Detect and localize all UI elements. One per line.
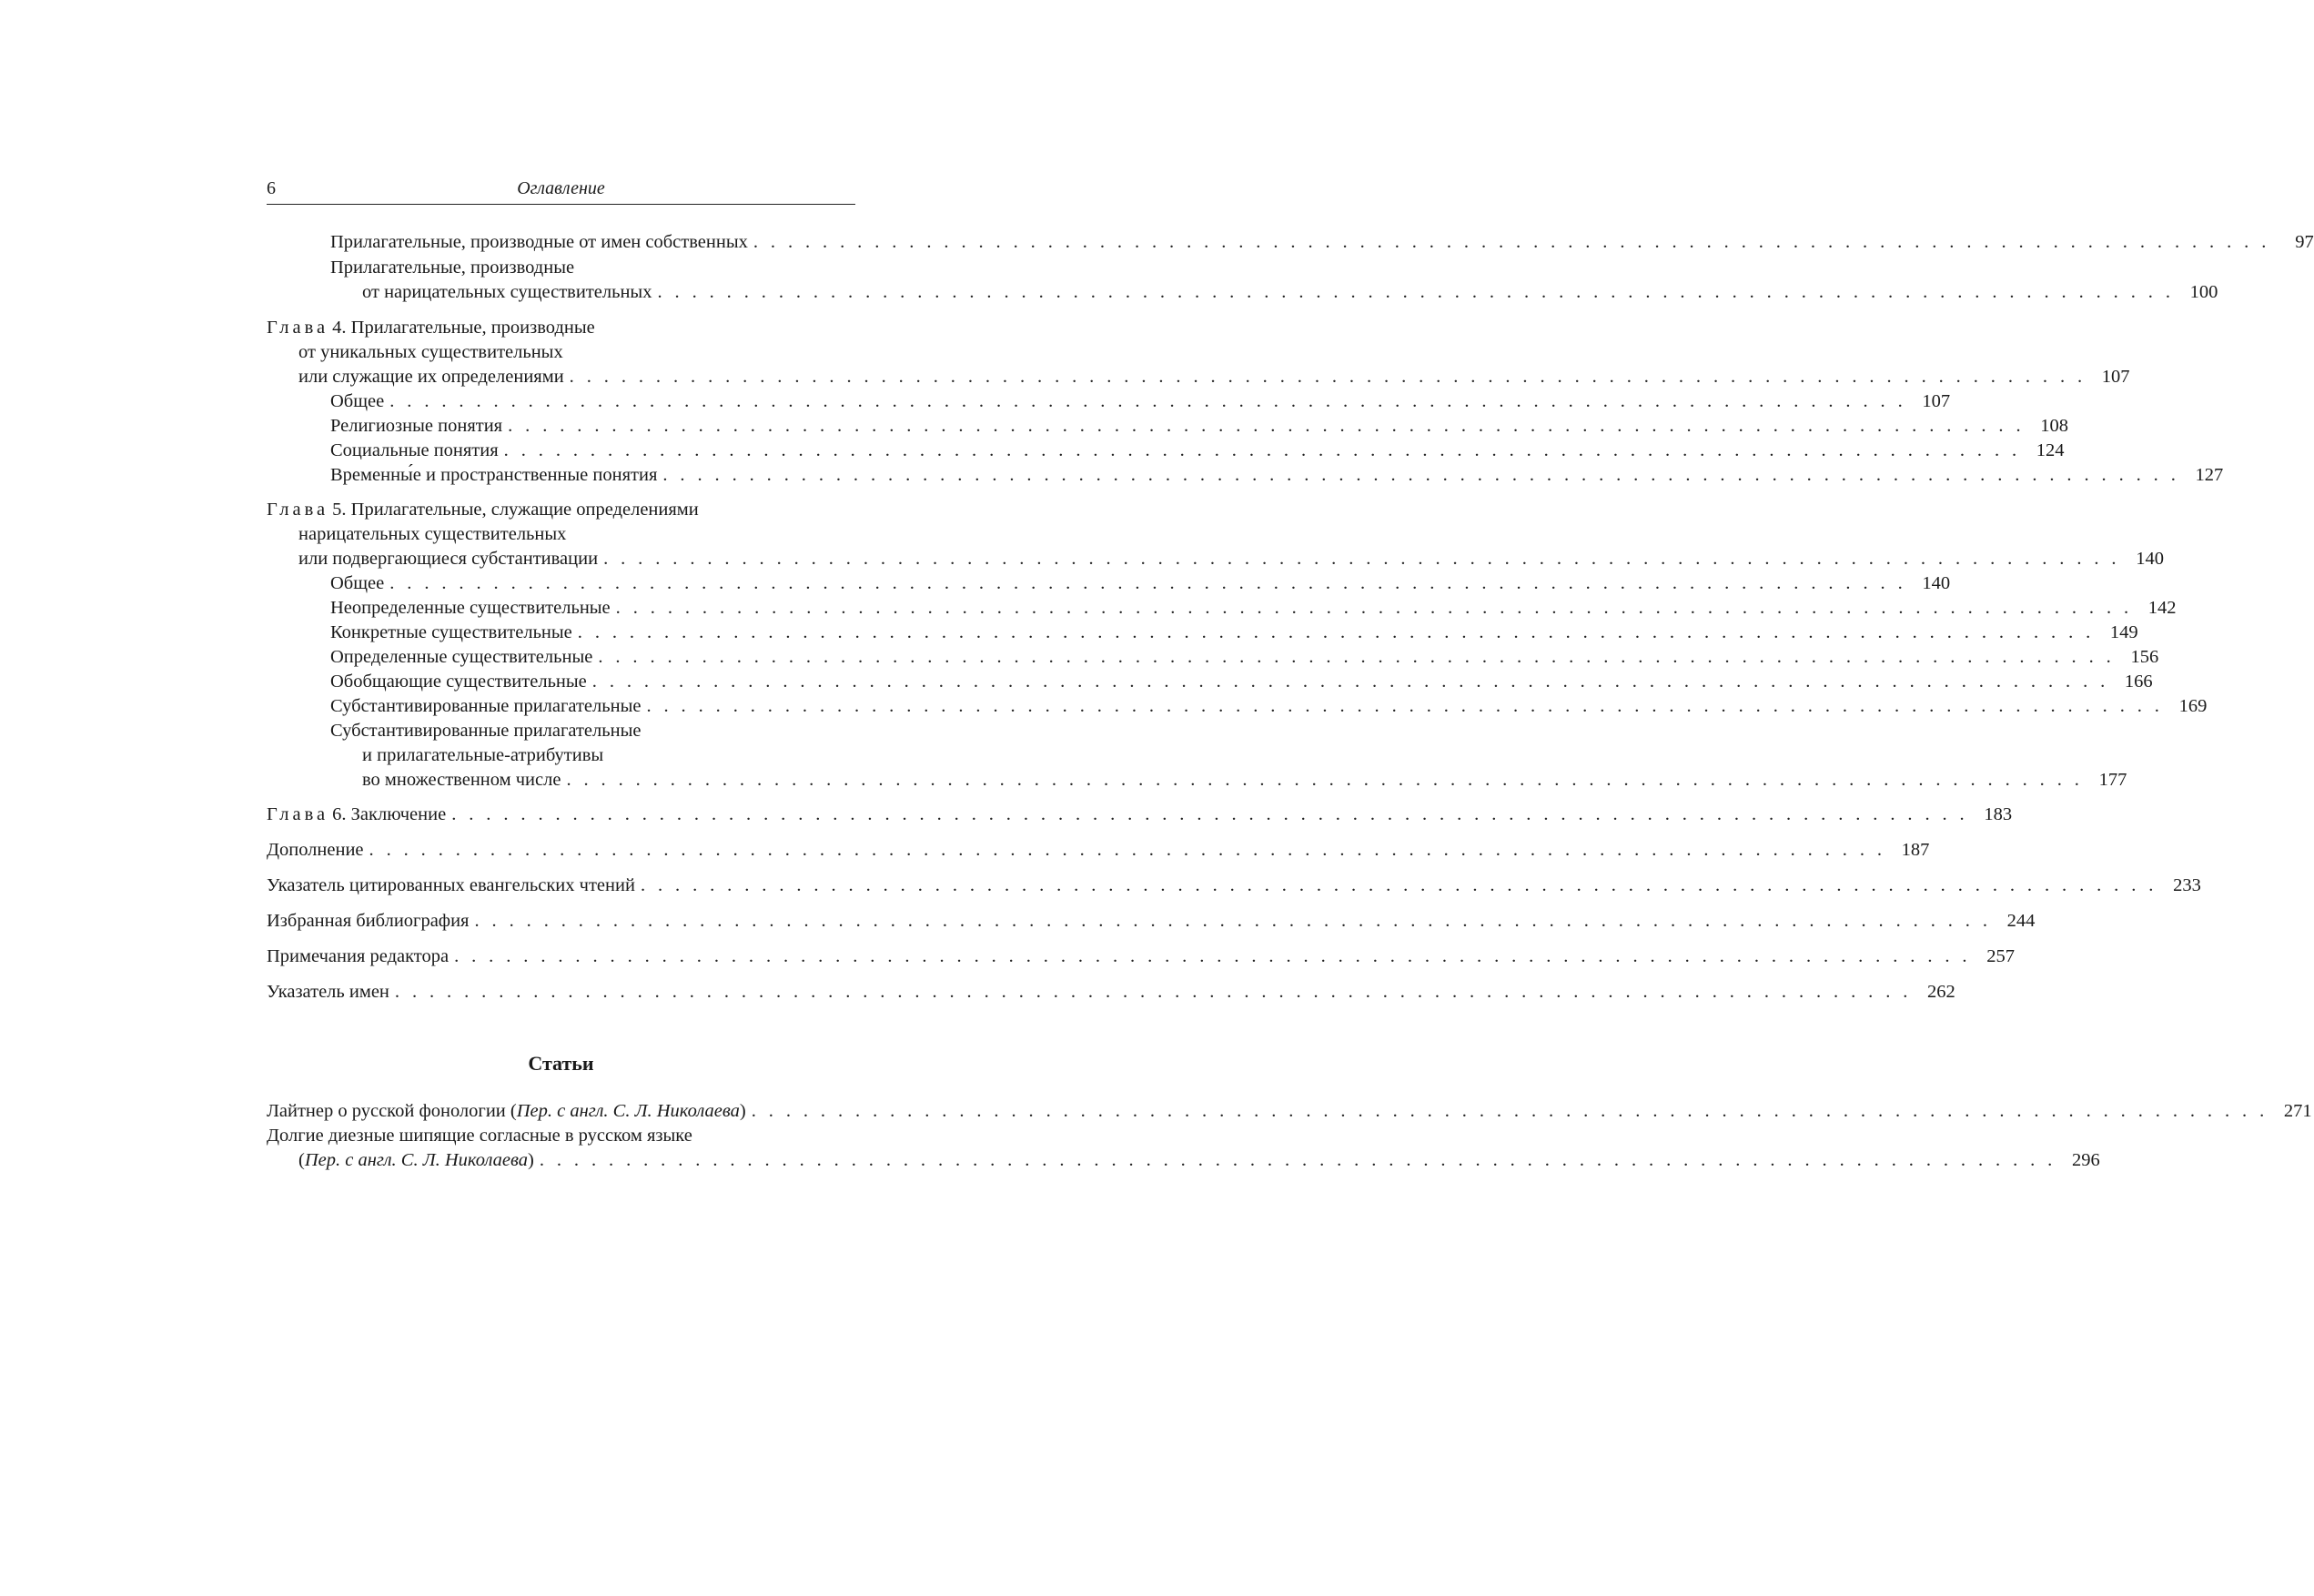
toc-entry[interactable]: Дополнение . . . . . . . . . . . . . . . . . . . . . . . . . . . . . . . . . . . . . . . . . . . . . . . . . . . . . . . . . . . . . . . . . . . . . . . . . . . . . . . . . . . . . . . . 187 — [267, 838, 855, 863]
dot-leader: . . . . . . . . . . . . . . . . . . . . . . . . . . . . . . . . . . . . . . . . . . . . . . . . . . . . . . . . . . . . . . . . . . . . . . . . . . . . . . . . . . . . . . . . — [503, 440, 2021, 460]
page-ref: 177 — [2098, 770, 2127, 790]
dot-leader: . . . . . . . . . . . . . . . . . . . . . . . . . . . . . . . . . . . . . . . . . . . . . . . . . . . . . . . . . . . . . . . . . . . . . . . . . . . . . . . . . . . . . . . . — [640, 875, 2157, 895]
page-ref: 187 — [1901, 840, 1930, 860]
toc-entry-line: нарицательных существительных — [298, 524, 567, 544]
toc-entry[interactable]: Субстантивированные прилагательные . . . . . . . . . . . . . . . . . . . . . . . . . . . . . . . . . . . . . . . . . . . . . . . . . . . . . . . . . . . . . . . . . . . . . . . . . . . . . . . . . . . . . . . . 169 — [267, 694, 919, 719]
dot-leader: . . . . . . . . . . . . . . . . . . . . . . . . . . . . . . . . . . . . . . . . . . . . . . . . . . . . . . . . . . . . . . . . . . . . . . . . . . . . . . . . . . . . . . . . — [569, 367, 2087, 387]
dot-leader: . . . . . . . . . . . . . . . . . . . . . . . . . . . . . . . . . . . . . . . . . . . . . . . . . . . . . . . . . . . . . . . . . . . . . . . . . . . . . . . . . . . . . . . . — [451, 804, 1969, 824]
translator-credit: Пер. с англ. С. Л. Николаева — [304, 1150, 528, 1170]
toc-entry[interactable]: Примечания редактора . . . . . . . . . . . . . . . . . . . . . . . . . . . . . . . . . . . . . . . . . . . . . . . . . . . . . . . . . . . . . . . . . . . . . . . . . . . . . . . . . . . . . . . . 257 — [267, 944, 855, 969]
running-title: Оглавление — [517, 178, 605, 198]
dot-leader: . . . . . . . . . . . . . . . . . . . . . . . . . . . . . . . . . . . . . . . . . . . . . . . . . . . . . . . . . . . . . . . . . . . . . . . . . . . . . . . . . . . . . . . . — [751, 1101, 2269, 1121]
toc-entry[interactable]: Глава 6. Заключение . . . . . . . . . . . . . . . . . . . . . . . . . . . . . . . . . . . . . . . . . . . . . . . . . . . . . . . . . . . . . . . . . . . . . . . . . . . . . . . . . . . . . . . . 183 — [267, 803, 855, 827]
chapter-5-heading: Глава 5. Прилагательные, служащие определениями — [267, 500, 699, 520]
page-ref: 124 — [2036, 440, 2065, 460]
dot-leader: . . . . . . . . . . . . . . . . . . . . . . . . . . . . . . . . . . . . . . . . . . . . . . . . . . . . . . . . . . . . . . . . . . . . . . . . . . . . . . . . . . . . . . . . — [539, 1150, 2056, 1170]
page-ref: 257 — [1986, 946, 2015, 966]
page-ref: 166 — [2124, 672, 2153, 692]
page-ref: 156 — [2130, 647, 2159, 667]
page-ref: 271 — [2283, 1101, 2312, 1121]
chapter-label: Глава — [267, 318, 329, 338]
translator-credit: Пер. с англ. С. Л. Николаева — [516, 1101, 740, 1121]
page-ref: 169 — [2178, 696, 2208, 716]
page-ref: 127 — [2195, 465, 2224, 485]
toc-entry[interactable]: Указатель имен . . . . . . . . . . . . . . . . . . . . . . . . . . . . . . . . . . . . . . . . . . . . . . . . . . . . . . . . . . . . . . . . . . . . . . . . . . . . . . . . . . . . . . . . 262 — [267, 980, 855, 1005]
toc-entry[interactable]: или подвергающиеся субстантивации . . . . . . . . . . . . . . . . . . . . . . . . . . . . . . . . . . . . . . . . . . . . . . . . . . . . . . . . . . . . . . . . . . . . . . . . . . . . . . . . . . . . . . . . 140 — [267, 547, 887, 571]
dot-leader: . . . . . . . . . . . . . . . . . . . . . . . . . . . . . . . . . . . . . . . . . . . . . . . . . . . . . . . . . . . . . . . . . . . . . . . . . . . . . . . . . . . . . . . . — [369, 840, 1886, 860]
dot-leader: . . . . . . . . . . . . . . . . . . . . . . . . . . . . . . . . . . . . . . . . . . . . . . . . . . . . . . . . . . . . . . . . . . . . . . . . . . . . . . . . . . . . . . . . — [598, 647, 2116, 667]
chapter-label: Глава — [267, 500, 329, 520]
toc-entry[interactable]: Социальные понятия . . . . . . . . . . . . . . . . . . . . . . . . . . . . . . . . . . . . . . . . . . . . . . . . . . . . . . . . . . . . . . . . . . . . . . . . . . . . . . . . . . . . . . . . 124 — [267, 439, 919, 463]
page-ref: 97 — [2295, 232, 2314, 252]
toc-entry[interactable]: во множественном числе . . . . . . . . . . . . . . . . . . . . . . . . . . . . . . . . . . . . . . . . . . . . . . . . . . . . . . . . . . . . . . . . . . . . . . . . . . . . . . . . . . . . . . . . 177 — [267, 768, 951, 793]
dot-leader: . . . . . . . . . . . . . . . . . . . . . . . . . . . . . . . . . . . . . . . . . . . . . . . . . . . . . . . . . . . . . . . . . . . . . . . . . . . . . . . . . . . . . . . . — [508, 416, 2025, 436]
dot-leader: . . . . . . . . . . . . . . . . . . . . . . . . . . . . . . . . . . . . . . . . . . . . . . . . . . . . . . . . . . . . . . . . . . . . . . . . . . . . . . . . . . . . . . . . — [646, 696, 2164, 716]
page-ref: 149 — [2109, 622, 2138, 642]
toc-entry[interactable]: Религиозные понятия . . . . . . . . . . . . . . . . . . . . . . . . . . . . . . . . . . . . . . . . . . . . . . . . . . . . . . . . . . . . . . . . . . . . . . . . . . . . . . . . . . . . . . . . 108 — [267, 414, 919, 439]
page-ref: 142 — [2147, 598, 2177, 618]
chapter-label: Глава — [267, 804, 329, 824]
dot-leader: . . . . . . . . . . . . . . . . . . . . . . . . . . . . . . . . . . . . . . . . . . . . . . . . . . . . . . . . . . . . . . . . . . . . . . . . . . . . . . . . . . . . . . . . — [389, 391, 1907, 411]
section-heading: Статьи — [528, 1052, 594, 1075]
toc-entry[interactable]: или служащие их определениями . . . . . . . . . . . . . . . . . . . . . . . . . . . . . . . . . . . . . . . . . . . . . . . . . . . . . . . . . . . . . . . . . . . . . . . . . . . . . . . . . . . . . . . . 107 — [267, 365, 887, 389]
toc-entry[interactable]: (Пер. с англ. С. Л. Николаева) . . . . . . . . . . . . . . . . . . . . . . . . . . . . . . . . . . . . . . . . . . . . . . . . . . . . . . . . . . . . . . . . . . . . . . . . . . . . . . . . . . . . . . . . 296 — [267, 1148, 887, 1173]
toc-entry[interactable]: Прилагательные, производные от имен собственных . . . . . . . . . . . . . . . . . . . . . . . . . . . . . . . . . . . . . . . . . . . . . . . . . . . . . . . . . . . . . . . . . . . . . . . . . . . . . . . . . . . . . . . . 97 — [267, 230, 919, 255]
page-ref: 233 — [2173, 875, 2201, 895]
chapter-4-heading: Глава 4. Прилагательные, производные — [267, 318, 595, 338]
dot-leader: . . . . . . . . . . . . . . . . . . . . . . . . . . . . . . . . . . . . . . . . . . . . . . . . . . . . . . . . . . . . . . . . . . . . . . . . . . . . . . . . . . . . . . . . — [566, 770, 2084, 790]
toc-entry[interactable]: Обобщающие существительные . . . . . . . . . . . . . . . . . . . . . . . . . . . . . . . . . . . . . . . . . . . . . . . . . . . . . . . . . . . . . . . . . . . . . . . . . . . . . . . . . . . . . . . . 166 — [267, 670, 919, 694]
page-ref: 262 — [1927, 982, 1955, 1002]
toc-entry-line: и прилагательные-атрибутивы — [362, 745, 604, 765]
toc-entry[interactable]: Общее . . . . . . . . . . . . . . . . . . . . . . . . . . . . . . . . . . . . . . . . . . . . . . . . . . . . . . . . . . . . . . . . . . . . . . . . . . . . . . . . . . . . . . . . 107 — [267, 389, 919, 414]
toc-entry[interactable]: Неопределенные существительные . . . . . . . . . . . . . . . . . . . . . . . . . . . . . . . . . . . . . . . . . . . . . . . . . . . . . . . . . . . . . . . . . . . . . . . . . . . . . . . . . . . . . . . . 142 — [267, 596, 919, 621]
toc-entry[interactable]: Избранная библиография . . . . . . . . . . . . . . . . . . . . . . . . . . . . . . . . . . . . . . . . . . . . . . . . . . . . . . . . . . . . . . . . . . . . . . . . . . . . . . . . . . . . . . . . 244 — [267, 909, 855, 934]
page-ref: 100 — [2189, 282, 2218, 302]
dot-leader: . . . . . . . . . . . . . . . . . . . . . . . . . . . . . . . . . . . . . . . . . . . . . . . . . . . . . . . . . . . . . . . . . . . . . . . . . . . . . . . . . . . . . . . . — [394, 982, 1912, 1002]
dot-leader: . . . . . . . . . . . . . . . . . . . . . . . . . . . . . . . . . . . . . . . . . . . . . . . . . . . . . . . . . . . . . . . . . . . . . . . . . . . . . . . . . . . . . . . . — [615, 598, 2133, 618]
toc-entry-line: Субстантивированные прилагательные — [330, 721, 642, 741]
page-ref: 296 — [2071, 1150, 2100, 1170]
toc-entry[interactable]: от нарицательных существительных . . . . . . . . . . . . . . . . . . . . . . . . . . . . . . . . . . . . . . . . . . . . . . . . . . . . . . . . . . . . . . . . . . . . . . . . . . . . . . . . . . . . . . . . 100 — [267, 280, 951, 305]
dot-leader: . . . . . . . . . . . . . . . . . . . . . . . . . . . . . . . . . . . . . . . . . . . . . . . . . . . . . . . . . . . . . . . . . . . . . . . . . . . . . . . . . . . . . . . . — [474, 911, 1992, 931]
toc-entry-line: Долгие диезные шипящие согласные в русском языке — [267, 1126, 692, 1146]
dot-leader: . . . . . . . . . . . . . . . . . . . . . . . . . . . . . . . . . . . . . . . . . . . . . . . . . . . . . . . . . . . . . . . . . . . . . . . . . . . . . . . . . . . . . . . . — [662, 465, 2180, 485]
page-number: 6 — [267, 178, 276, 198]
page-ref: 140 — [2136, 549, 2164, 569]
dot-leader: . . . . . . . . . . . . . . . . . . . . . . . . . . . . . . . . . . . . . . . . . . . . . . . . . . . . . . . . . . . . . . . . . . . . . . . . . . . . . . . . . . . . . . . . — [454, 946, 1971, 966]
page-ref: 108 — [2040, 416, 2068, 436]
toc-entry-line: Прилагательные, производные — [330, 258, 575, 278]
toc-entry[interactable]: Конкретные существительные . . . . . . . . . . . . . . . . . . . . . . . . . . . . . . . . . . . . . . . . . . . . . . . . . . . . . . . . . . . . . . . . . . . . . . . . . . . . . . . . . . . . . . . . 149 — [267, 621, 919, 645]
dot-leader: . . . . . . . . . . . . . . . . . . . . . . . . . . . . . . . . . . . . . . . . . . . . . . . . . . . . . . . . . . . . . . . . . . . . . . . . . . . . . . . . . . . . . . . . — [577, 622, 2095, 642]
dot-leader: . . . . . . . . . . . . . . . . . . . . . . . . . . . . . . . . . . . . . . . . . . . . . . . . . . . . . . . . . . . . . . . . . . . . . . . . . . . . . . . . . . . . . . . . — [591, 672, 2109, 692]
toc-entry[interactable]: Общее . . . . . . . . . . . . . . . . . . . . . . . . . . . . . . . . . . . . . . . . . . . . . . . . . . . . . . . . . . . . . . . . . . . . . . . . . . . . . . . . . . . . . . . . 140 — [267, 571, 919, 596]
toc-entry-line: от уникальных существительных — [298, 342, 563, 362]
dot-leader: . . . . . . . . . . . . . . . . . . . . . . . . . . . . . . . . . . . . . . . . . . . . . . . . . . . . . . . . . . . . . . . . . . . . . . . . . . . . . . . . . . . . . . . . — [657, 282, 2175, 302]
dot-leader: . . . . . . . . . . . . . . . . . . . . . . . . . . . . . . . . . . . . . . . . . . . . . . . . . . . . . . . . . . . . . . . . . . . . . . . . . . . . . . . . . . . . . . . . — [603, 549, 2120, 569]
dot-leader: . . . . . . . . . . . . . . . . . . . . . . . . . . . . . . . . . . . . . . . . . . . . . . . . . . . . . . . . . . . . . . . . . . . . . . . . . . . . . . . . . . . . . . . . — [753, 232, 2270, 252]
toc-entry[interactable]: Определенные существительные . . . . . . . . . . . . . . . . . . . . . . . . . . . . . . . . . . . . . . . . . . . . . . . . . . . . . . . . . . . . . . . . . . . . . . . . . . . . . . . . . . . . . . . . 156 — [267, 645, 919, 670]
toc-entry[interactable]: Указатель цитированных евангельских чтений . . . . . . . . . . . . . . . . . . . . . . . . . . . . . . . . . . . . . . . . . . . . . . . . . . . . . . . . . . . . . . . . . . . . . . . . . . . . . . . . . . . . . . . . 233 — [267, 874, 855, 898]
page-ref: 107 — [2101, 367, 2130, 387]
toc-entry[interactable]: Временны́е и пространственные понятия . . . . . . . . . . . . . . . . . . . . . . . . . . . . . . . . . . . . . . . . . . . . . . . . . . . . . . . . . . . . . . . . . . . . . . . . . . . . . . . . . . . . . . . . 127 — [267, 463, 919, 488]
page-ref: 107 — [1922, 391, 1951, 411]
running-head — [267, 178, 855, 205]
page-ref: 183 — [1984, 804, 2013, 824]
toc-entry[interactable]: Лайтнер о русской фонологии (Пер. с англ. С. Л. Николаева) . . . . . . . . . . . . . . . . . . . . . . . . . . . . . . . . . . . . . . . . . . . . . . . . . . . . . . . . . . . . . . . . . . . . . . . . . . . . . . . . . . . . . . . . 271 — [267, 1099, 855, 1124]
page-ref: 140 — [1922, 573, 1951, 593]
dot-leader: . . . . . . . . . . . . . . . . . . . . . . . . . . . . . . . . . . . . . . . . . . . . . . . . . . . . . . . . . . . . . . . . . . . . . . . . . . . . . . . . . . . . . . . . — [389, 573, 1907, 593]
page-ref: 244 — [2006, 911, 2036, 931]
